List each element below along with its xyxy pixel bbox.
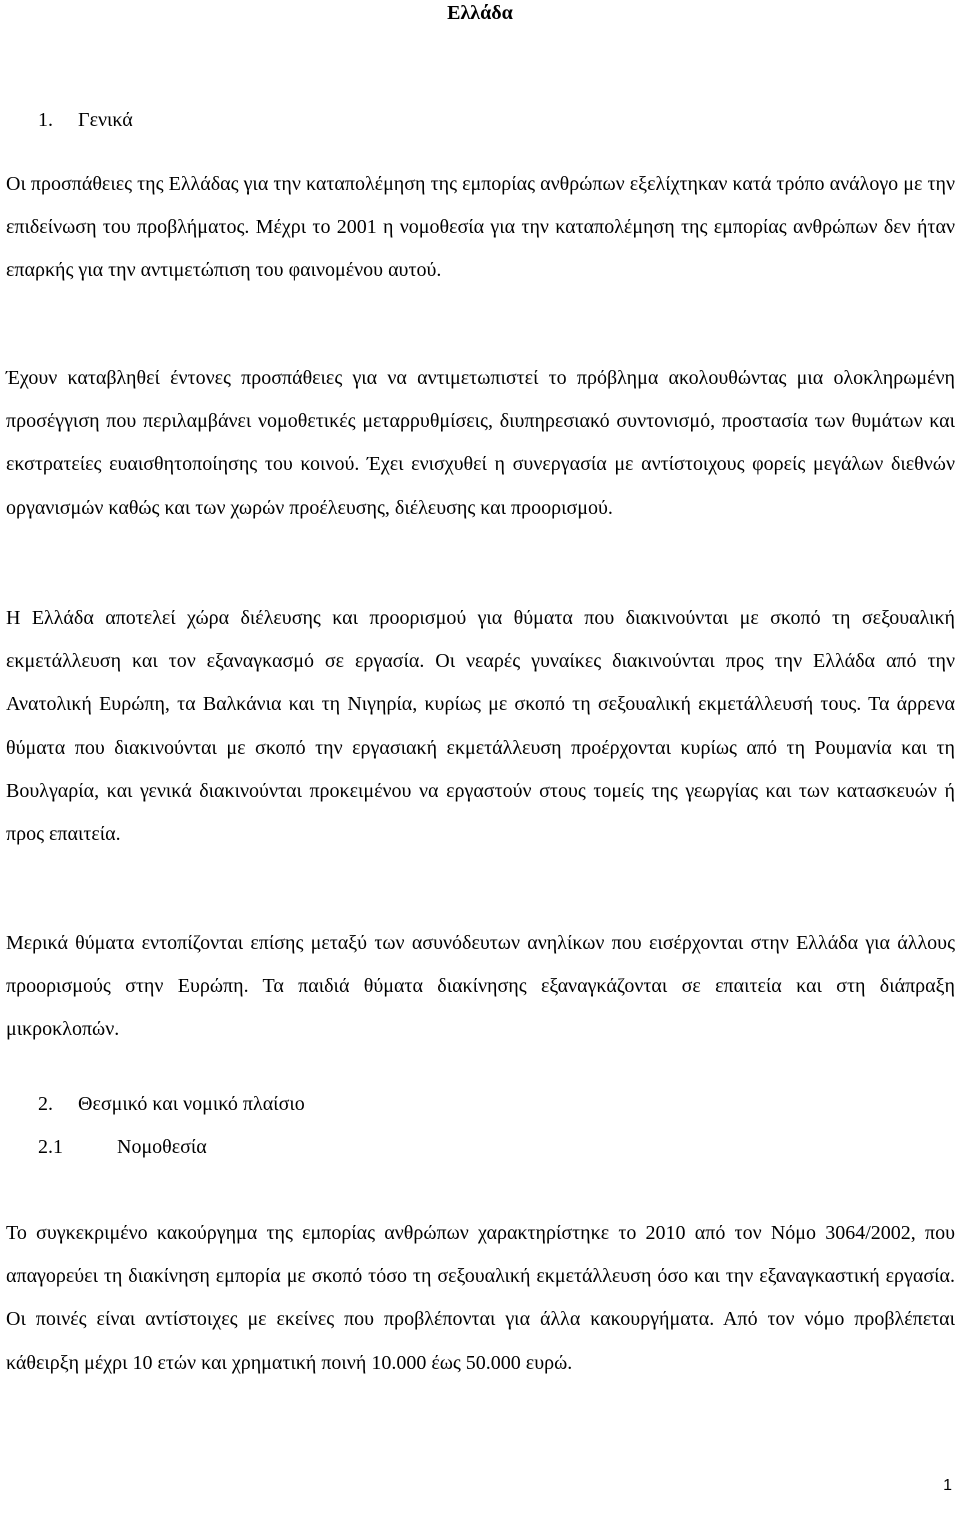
- section-label: Γενικά: [78, 109, 133, 131]
- section-heading-2: [38, 1091, 305, 1117]
- section-heading-1: [38, 107, 133, 133]
- section-number: 2.: [38, 1093, 53, 1115]
- subsection-heading-2-1: [38, 1134, 207, 1160]
- paragraph: Οι προσπάθειες της Ελλάδας για την καταπολέμηση της εμπορίας ανθρώπων εξελίχτηκαν κατά τρόπο ανάλογο με την επιδείνωση του προβλήματος. Μέχρι το 2001 η νομοθεσία για την καταπολέμηση της εμπορίας ανθρώπων δεν ήταν επαρκής για την αντιμετώπιση του φαινομένου αυτού.: [6, 173, 955, 282]
- section-number: 2.1: [38, 1136, 63, 1158]
- paragraph: Μερικά θύματα εντοπίζονται επίσης μεταξύ των ασυνόδευτων ανηλίκων που εισέρχονται στην Ελλάδα για άλλους προορισμούς στην Ευρώπη. Τα παιδιά θύματα διακίνησης εξαναγκάζονται σε επαιτεία και στη διάπραξη μικροκλοπών.: [6, 932, 955, 1041]
- section-label: Νομοθεσία: [117, 1136, 207, 1158]
- paragraph: Έχουν καταβληθεί έντονες προσπάθειες για να αντιμετωπιστεί το πρόβλημα ακολουθώντας μια ολοκληρωμένη προσέγγιση που περιλαμβάνει νομοθετικές μεταρρυθμίσεις, διυπηρεσιακό συντονισμό, προστασία των θυμάτων και εκστρατείες ευαισθητοποίησης του κοινού. Έχει ενισχυθεί η συνεργασία με αντίστοιχους φορείς μεγάλων διεθνών οργανισμών καθώς και των χωρών προέλευσης, διέλευσης και προορισμού.: [6, 367, 955, 519]
- document-title: Ελλάδα: [447, 2, 513, 24]
- section-label: Θεσμικό και νομικό πλαίσιο: [78, 1093, 305, 1115]
- page-number: 1: [943, 1477, 952, 1494]
- paragraph: Το συγκεκριμένο κακούργημα της εμπορίας ανθρώπων χαρακτηρίστηκε το 2010 από τον Νόμο 3064/2002, που απαγορεύει τη διακίνηση εμπορία με σκοπό τόσο τη σεξουαλική εκμετάλλευση όσο και την εξαναγκαστική εργασία. Οι ποινές είναι αντίστοιχες με εκείνες που προβλέπονται για άλλα κακουργήματα. Από τον νόμο προβλέπεται κάθειρξη μέχρι 10 ετών και χρηματική ποινή 10.000 έως 50.000 ευρώ.: [6, 1222, 955, 1374]
- paragraph: Η Ελλάδα αποτελεί χώρα διέλευσης και προορισμού για θύματα που διακινούνται με σκοπό τη σεξουαλική εκμετάλλευση και τον εξαναγκασμό σε εργασία. Οι νεαρές γυναίκες διακινούνται προς την Ελλάδα από την Ανατολική Ευρώπη, τα Βαλκάνια και τη Νιγηρία, κυρίως με σκοπό τη σεξουαλική εκμετάλλευσή τους. Τα άρρενα θύματα που διακινούνται με σκοπό την εργασιακή εκμετάλλευση προέρχονται κυρίως από τη Ρουμανία και τη Βουλγαρία, και γενικά διακινούνται προκειμένου να εργαστούν στους τομείς της γεωργίας και των κατασκευών ή προς επαιτεία.: [6, 607, 955, 846]
- section-number: 1.: [38, 109, 53, 131]
